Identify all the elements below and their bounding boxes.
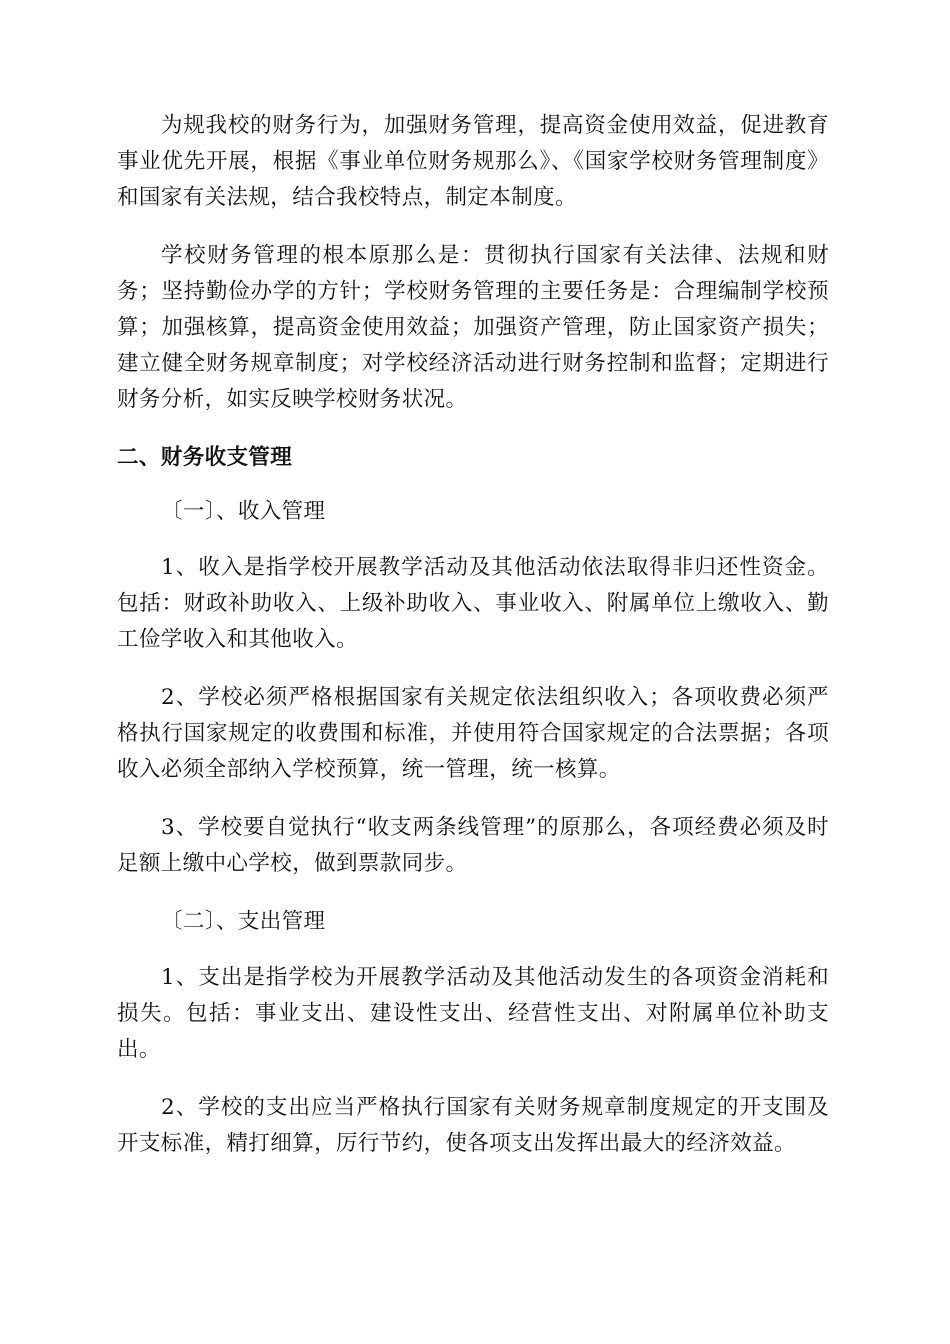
intro-paragraph-2: 学校财务管理的根本原那么是：贯彻执行国家有关法律、法规和财务；坚持勤俭办学的方针；学校财务管理的主要任务是：合理编制学校预算；加强核算，提高资金使用效益；加强资产管理，防止国家资产损失；建立健全财务规章制度；对学校经济活动进行财务控制和监督；定期进行财务分析，如实反映学校财务状况。: [117, 243, 829, 412]
document-page: [117, 108, 829, 1184]
income-item-2: 2、学校必须严格根据国家有关规定依法组织收入；各项收费必须严格执行国家规定的收费围和标准，并使用符合国家规定的合法票据；各项收入必须全部纳入学校预算，统一管理，统一核算。: [117, 685, 829, 782]
income-subheading: 〔一〕、收入管理: [161, 499, 326, 524]
income-item-1: 1、收入是指学校开展教学活动及其他活动依法取得非归还性资金。包括：财政补助收入、上级补助收入、事业收入、附属单位上缴收入、勤工俭学收入和其他收入。: [117, 555, 829, 652]
expense-item-2: 2、学校的支出应当严格执行国家有关财务规章制度规定的开支围及开支标准，精打细算，厉行节约，使各项支出发挥出最大的经济效益。: [117, 1095, 829, 1156]
expense-subheading: 〔二〕、支出管理: [161, 909, 326, 934]
expense-item-1: 1、支出是指学校为开展教学活动及其他活动发生的各项资金消耗和损失。包括：事业支出、建设性支出、经营性支出、对附属单位补助支出。: [117, 965, 829, 1062]
section-heading: 二、财务收支管理: [117, 445, 293, 470]
income-item-3: 3、学校要自觉执行“收支两条线管理”的原那么，各项经费必须及时足额上缴中心学校，做到票款同步。: [117, 815, 829, 876]
intro-paragraph-1: 为规我校的财务行为，加强财务管理，提高资金使用效益，促进教育事业优先开展，根据《事业单位财务规那么》、《国家学校财务管理制度》和国家有关法规，结合我校特点，制定本制度。: [117, 113, 829, 210]
